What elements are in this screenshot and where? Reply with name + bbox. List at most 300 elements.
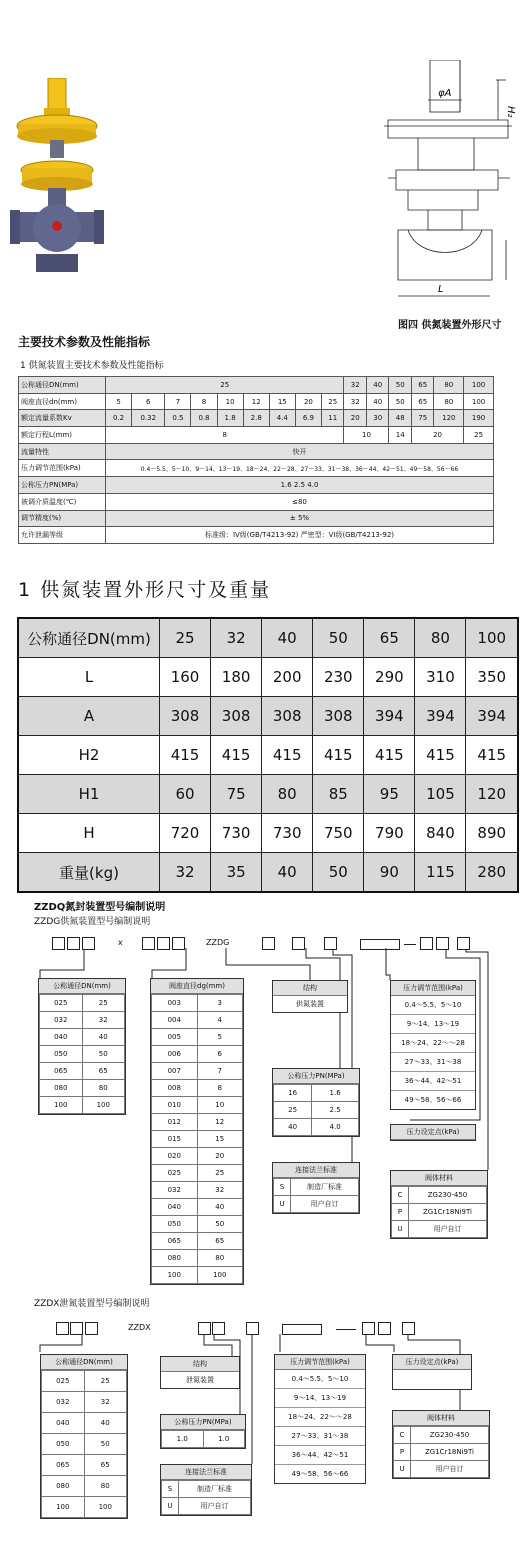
table-cell: 10: [197, 1097, 243, 1114]
table-cell: 95: [364, 775, 415, 814]
code-slot: [82, 937, 95, 950]
table-cell: 40: [366, 377, 389, 394]
box-header: 压力调节范围(kPa): [275, 1355, 365, 1370]
table-cell: 065: [152, 1233, 198, 1250]
table-row: [152, 1199, 243, 1216]
table-cell: 32: [344, 377, 367, 394]
box-header: 压力调节范围(kPa): [391, 981, 475, 996]
table-cell: 公称通径DN(mm): [19, 377, 106, 394]
table-cell: 80: [415, 618, 466, 658]
zzdx-material-box: [392, 1410, 490, 1479]
table-cell: 394: [415, 697, 466, 736]
table-cell: 25: [160, 618, 211, 658]
box-header: 阀座直径dg(mm): [151, 979, 243, 994]
table-cell: 80: [197, 1250, 243, 1267]
table-cell: U: [162, 1498, 179, 1515]
table-cell: 额定行程L(mm): [19, 427, 106, 444]
table-cell: 5: [106, 393, 132, 410]
table-cell: 80: [82, 1080, 125, 1097]
table-cell: 10: [217, 393, 243, 410]
box-header: 公称通径DN(mm): [39, 979, 125, 994]
box-header: 连接法兰标准: [161, 1465, 251, 1480]
table-cell: 制造厂标准: [291, 1179, 359, 1196]
table-cell: 415: [262, 736, 313, 775]
table-cell: U: [394, 1461, 411, 1478]
table-row: [162, 1431, 245, 1448]
table-cell: 流量特性: [19, 443, 106, 460]
table-cell: 120: [466, 775, 518, 814]
range-item: 0.4～5.5、5～10: [275, 1370, 365, 1389]
table-cell: 025: [40, 995, 83, 1012]
table-row: [392, 1204, 487, 1221]
table-cell: 用户自订: [291, 1196, 359, 1213]
table-cell: ± 5%: [106, 510, 494, 527]
code-slot: [282, 1324, 322, 1335]
table-cell: 040: [152, 1199, 198, 1216]
drawing-label-h2: H₂: [505, 106, 516, 118]
table-cell: 12: [197, 1114, 243, 1131]
table-cell: 标准级：IV级(GB/T4213-92) 严密型：VI级(GB/T4213-92): [106, 527, 494, 544]
table-cell: 394: [364, 697, 415, 736]
box-header: 公称压力PN(MPa): [161, 1415, 245, 1430]
table-cell: 415: [313, 736, 364, 775]
table-cell: 890: [466, 814, 518, 853]
setpoint-box: [390, 1124, 476, 1141]
table-cell: 50: [389, 393, 412, 410]
zzdx-title: ZZDX泄氮装置型号编制说明: [34, 1299, 150, 1309]
table-cell: 015: [152, 1131, 198, 1148]
structure-box: [272, 980, 348, 1013]
table-row: [392, 1221, 487, 1238]
table-cell: 415: [466, 736, 518, 775]
range-box: [390, 980, 476, 1110]
table-cell: 25: [274, 1102, 312, 1119]
pn-table: [273, 1084, 359, 1136]
dg-table: [151, 994, 243, 1284]
range-item: 18～24、22～～28: [275, 1408, 365, 1427]
zzdx-setpoint-box: [392, 1354, 472, 1390]
range-item: 9～14、13～19: [275, 1389, 365, 1408]
material-table: [393, 1426, 489, 1478]
table-cell: 50: [82, 1046, 125, 1063]
table-cell: 003: [152, 995, 198, 1012]
table-cell: 350: [466, 658, 518, 697]
table-cell: 200: [262, 658, 313, 697]
table-cell: 额定流量系数Kv: [19, 410, 106, 427]
table-cell: 308: [160, 697, 211, 736]
table-cell: 20: [295, 393, 321, 410]
table-cell: 快开: [106, 443, 494, 460]
table-cell: 32: [160, 853, 211, 893]
box-header: 压力设定点(kPa): [393, 1355, 471, 1370]
table-cell: 40: [262, 853, 313, 893]
table-cell: U: [392, 1221, 409, 1238]
table-row: [42, 1392, 127, 1413]
code-slot: [212, 1322, 225, 1335]
structure-value: 泄氮装置: [186, 1376, 214, 1384]
table-cell: 180: [211, 658, 262, 697]
table-cell: 制造厂标准: [179, 1481, 251, 1498]
table-cell: 120: [434, 410, 464, 427]
code-model-name: ZZDX: [128, 1323, 151, 1332]
table-row: [40, 995, 125, 1012]
table-cell: 65: [364, 618, 415, 658]
dn-table: [41, 1370, 127, 1518]
table-cell: C: [394, 1427, 411, 1444]
table-cell: H2: [18, 736, 160, 775]
table-cell: 720: [160, 814, 211, 853]
code-slot: [262, 937, 275, 950]
pn-table: [161, 1430, 245, 1448]
table-cell: ZG1Cr18Ni9Ti: [409, 1204, 487, 1221]
table-cell: 0.2: [106, 410, 132, 427]
table-cell: 重量(kg): [18, 853, 160, 893]
code-x: x: [118, 938, 123, 947]
table-cell: 065: [42, 1455, 85, 1476]
table-cell: 50: [313, 853, 364, 893]
code-slot: [70, 1322, 83, 1335]
range-item: 27～33、31～38: [275, 1427, 365, 1446]
table-cell: 1.0: [162, 1431, 204, 1448]
table-row: [42, 1497, 127, 1518]
table-row: [40, 1012, 125, 1029]
table-cell: 308: [211, 697, 262, 736]
table-cell: 100: [152, 1267, 198, 1284]
table-cell: C: [392, 1187, 409, 1204]
table-cell: 75: [211, 775, 262, 814]
table-row: [152, 1131, 243, 1148]
table-cell: 允许泄漏等级: [19, 527, 106, 544]
table-cell: H1: [18, 775, 160, 814]
material-box: [390, 1170, 488, 1239]
range-item: 0.4～5.5、5～10: [391, 996, 475, 1015]
table-cell: 32: [344, 393, 367, 410]
dims-title: 1 供氮装置外形尺寸及重量: [18, 579, 272, 601]
table-cell: 100: [464, 377, 494, 394]
table-cell: 48: [389, 410, 412, 427]
range-item: 49～58、56～66: [404, 1096, 462, 1104]
range-item: 18～24、22～～28: [391, 1034, 475, 1053]
table-cell: 65: [84, 1455, 127, 1476]
table-cell: ≤80: [106, 493, 494, 510]
table-cell: L: [18, 658, 160, 697]
zzdx-range-box: [274, 1354, 366, 1484]
table-cell: 050: [42, 1434, 85, 1455]
table-cell: 6: [132, 393, 165, 410]
code-slot: [56, 1322, 69, 1335]
table-cell: S: [162, 1481, 179, 1498]
table-cell: 0.4～5.5、5～10、9～14、13～19、18～24、22～28、27～33、31～38、36～44、42～51、49～58、56～66: [106, 460, 494, 477]
table-cell: 280: [466, 853, 518, 893]
table-cell: 750: [313, 814, 364, 853]
table-cell: 20: [197, 1148, 243, 1165]
table-cell: 调节精度(%): [19, 510, 106, 527]
table-cell: 1.6 2.5 4.0: [106, 477, 494, 494]
table-row: [392, 1187, 487, 1204]
table-row: [394, 1444, 489, 1461]
dn-table: [39, 994, 125, 1114]
table-cell: 010: [152, 1097, 198, 1114]
box-header: 结构: [161, 1357, 239, 1372]
table-cell: 16: [274, 1085, 312, 1102]
table-cell: 30: [366, 410, 389, 427]
pn-box: [272, 1068, 360, 1137]
table-cell: 65: [411, 377, 434, 394]
code-slot: [172, 937, 185, 950]
table-row: [40, 1097, 125, 1114]
table-cell: 004: [152, 1012, 198, 1029]
table-row: [152, 995, 243, 1012]
zzdg-title: ZZDQ氮封装置型号编制说明: [34, 902, 166, 913]
table-cell: 75: [411, 410, 434, 427]
zzdx-pn-box: [160, 1414, 246, 1449]
table-cell: 415: [211, 736, 262, 775]
table-row: [274, 1119, 359, 1136]
table-cell: 32: [211, 618, 262, 658]
table-cell: 90: [364, 853, 415, 893]
table-cell: 290: [364, 658, 415, 697]
table-cell: 100: [82, 1097, 125, 1114]
table-row: [152, 1114, 243, 1131]
code-slot: [85, 1322, 98, 1335]
table-cell: 025: [42, 1371, 85, 1392]
dn-box: [38, 978, 126, 1115]
table-cell: 8: [191, 393, 217, 410]
table-row: [274, 1102, 359, 1119]
table-cell: 25: [84, 1371, 127, 1392]
table-cell: 840: [415, 814, 466, 853]
table-cell: 100: [464, 393, 494, 410]
table-cell: P: [392, 1204, 409, 1221]
table-cell: 14: [389, 427, 412, 444]
table-cell: 7: [165, 393, 191, 410]
code-slot: [67, 937, 80, 950]
table-cell: 100: [42, 1497, 85, 1518]
table-cell: A: [18, 697, 160, 736]
table-cell: 85: [313, 775, 364, 814]
table-cell: 105: [415, 775, 466, 814]
table-row: [152, 1165, 243, 1182]
table-cell: 6.9: [295, 410, 321, 427]
table-cell: 032: [40, 1012, 83, 1029]
box-header: 公称压力PN(MPa): [273, 1069, 359, 1084]
table-cell: 032: [42, 1392, 85, 1413]
table-cell: 2.8: [243, 410, 269, 427]
table-cell: 4: [197, 1012, 243, 1029]
table-cell: 2.5: [312, 1102, 359, 1119]
table-cell: 5: [197, 1029, 243, 1046]
table-cell: 006: [152, 1046, 198, 1063]
range-item: 27～33、31～38: [391, 1053, 475, 1072]
table-cell: P: [394, 1444, 411, 1461]
table-row: [152, 1267, 243, 1284]
table-cell: 60: [160, 775, 211, 814]
table-row: [40, 1080, 125, 1097]
table-cell: 4.4: [269, 410, 295, 427]
table-cell: 190: [464, 410, 494, 427]
table-cell: 415: [364, 736, 415, 775]
zzdg-subtitle: ZZDG供氮装置型号编制说明: [34, 917, 151, 927]
table-cell: 65: [197, 1233, 243, 1250]
table-cell: 310: [415, 658, 466, 697]
table-row: [152, 1080, 243, 1097]
code-slot: [324, 937, 337, 950]
table-row: [42, 1371, 127, 1392]
table-cell: 730: [262, 814, 313, 853]
table-cell: 80: [84, 1476, 127, 1497]
spec-section-title: 主要技术参数及性能指标: [18, 335, 151, 349]
table-cell: 100: [40, 1097, 83, 1114]
range-item: 36～44、42～51: [391, 1072, 475, 1091]
table-row: [40, 1063, 125, 1080]
code-model-name: ZZDG: [206, 938, 230, 947]
table-cell: 50: [197, 1216, 243, 1233]
table-cell: 032: [152, 1182, 198, 1199]
table-cell: 308: [313, 697, 364, 736]
table-cell: 阀座直径dn(mm): [19, 393, 106, 410]
table-cell: 050: [152, 1216, 198, 1233]
table-cell: 415: [415, 736, 466, 775]
table-cell: 100: [466, 618, 518, 658]
code-slot: [402, 1322, 415, 1335]
table-cell: 80: [434, 377, 464, 394]
table-cell: 100: [197, 1267, 243, 1284]
table-row: [152, 1182, 243, 1199]
box-header: 阀体材料: [391, 1171, 487, 1186]
table-row: [152, 1097, 243, 1114]
table-cell: 730: [211, 814, 262, 853]
spec-subtitle: 1 供氮装置主要技术参数及性能指标: [20, 361, 164, 371]
table-row: [274, 1179, 359, 1196]
table-cell: 用户自订: [409, 1221, 487, 1238]
table-cell: 15: [197, 1131, 243, 1148]
table-cell: 压力调节范围(kPa): [19, 460, 106, 477]
zzdx-flange-box: [160, 1464, 252, 1516]
table-cell: 用户自订: [179, 1498, 251, 1515]
table-cell: 40: [84, 1413, 127, 1434]
table-cell: 35: [211, 853, 262, 893]
range-item: 9～14、13～19: [391, 1015, 475, 1034]
box-header: 阀体材料: [393, 1411, 489, 1426]
code-slot: [292, 937, 305, 950]
table-cell: 394: [466, 697, 518, 736]
material-table: [391, 1186, 487, 1238]
table-cell: 005: [152, 1029, 198, 1046]
flange-table: [273, 1178, 359, 1213]
table-cell: 160: [160, 658, 211, 697]
table-row: [42, 1434, 127, 1455]
table-cell: 1.0: [203, 1431, 245, 1448]
table-cell: 40: [366, 393, 389, 410]
drawing-label-l: L: [438, 284, 444, 295]
table-cell: 公称通径DN(mm): [18, 618, 160, 658]
table-cell: 115: [415, 853, 466, 893]
table-cell: 050: [40, 1046, 83, 1063]
table-row: [274, 1196, 359, 1213]
table-cell: 12: [243, 393, 269, 410]
table-cell: S: [274, 1179, 291, 1196]
table-row: [42, 1413, 127, 1434]
table-row: [162, 1481, 251, 1498]
table-row: [394, 1461, 489, 1478]
table-cell: 230: [313, 658, 364, 697]
table-cell: 1.6: [312, 1085, 359, 1102]
table-cell: 040: [42, 1413, 85, 1434]
table-cell: 790: [364, 814, 415, 853]
table-cell: 080: [152, 1250, 198, 1267]
table-cell: 25: [82, 995, 125, 1012]
code-slot: [378, 1322, 391, 1335]
table-cell: 080: [42, 1476, 85, 1497]
drawing-caption: 图四 供氮装置外形尺寸: [398, 320, 502, 331]
code-dash: [336, 1329, 356, 1330]
table-cell: 50: [313, 618, 364, 658]
table-cell: 040: [40, 1029, 83, 1046]
table-cell: 025: [152, 1165, 198, 1182]
table-cell: 012: [152, 1114, 198, 1131]
table-row: [152, 1063, 243, 1080]
table-cell: 65: [411, 393, 434, 410]
table-row: [152, 1029, 243, 1046]
table-row: [152, 1012, 243, 1029]
table-cell: 65: [82, 1063, 125, 1080]
table-cell: 50: [84, 1434, 127, 1455]
flange-box: [272, 1162, 360, 1214]
table-cell: 8: [197, 1080, 243, 1097]
table-row: [152, 1148, 243, 1165]
drawing-label-phi-a: φA: [438, 88, 452, 99]
range-item: 36～44、42～51: [275, 1446, 365, 1465]
table-row: [152, 1046, 243, 1063]
table-cell: 008: [152, 1080, 198, 1097]
table-row: [274, 1085, 359, 1102]
box-header: 公称通径DN(mm): [41, 1355, 127, 1370]
table-cell: 11: [321, 410, 344, 427]
table-cell: 25: [321, 393, 344, 410]
table-cell: 15: [269, 393, 295, 410]
table-cell: 80: [262, 775, 313, 814]
table-cell: 007: [152, 1063, 198, 1080]
table-cell: 用户自订: [411, 1461, 489, 1478]
box-header: 压力设定点(kPa): [391, 1125, 475, 1140]
box-header: 连接法兰标准: [273, 1163, 359, 1178]
table-row: [42, 1455, 127, 1476]
zzdx-structure-box: [160, 1356, 240, 1389]
code-slot: [246, 1322, 259, 1335]
table-cell: H: [18, 814, 160, 853]
table-cell: ZG230-450: [409, 1187, 487, 1204]
code-slot: [157, 937, 170, 950]
structure-value: 供氮装置: [296, 1000, 324, 1008]
table-cell: 32: [82, 1012, 125, 1029]
table-cell: U: [274, 1196, 291, 1213]
code-slot: [52, 937, 65, 950]
table-cell: 32: [84, 1392, 127, 1413]
table-cell: 32: [197, 1182, 243, 1199]
code-slot: [360, 939, 400, 950]
table-cell: 1.8: [217, 410, 243, 427]
table-cell: 080: [40, 1080, 83, 1097]
table-cell: ZG230-450: [411, 1427, 489, 1444]
code-slot: [198, 1322, 211, 1335]
code-slot: [142, 937, 155, 950]
table-cell: 0.32: [132, 410, 165, 427]
code-slot: [457, 937, 470, 950]
table-row: [152, 1216, 243, 1233]
table-cell: 308: [262, 697, 313, 736]
table-row: [40, 1046, 125, 1063]
table-cell: 40: [274, 1119, 312, 1136]
